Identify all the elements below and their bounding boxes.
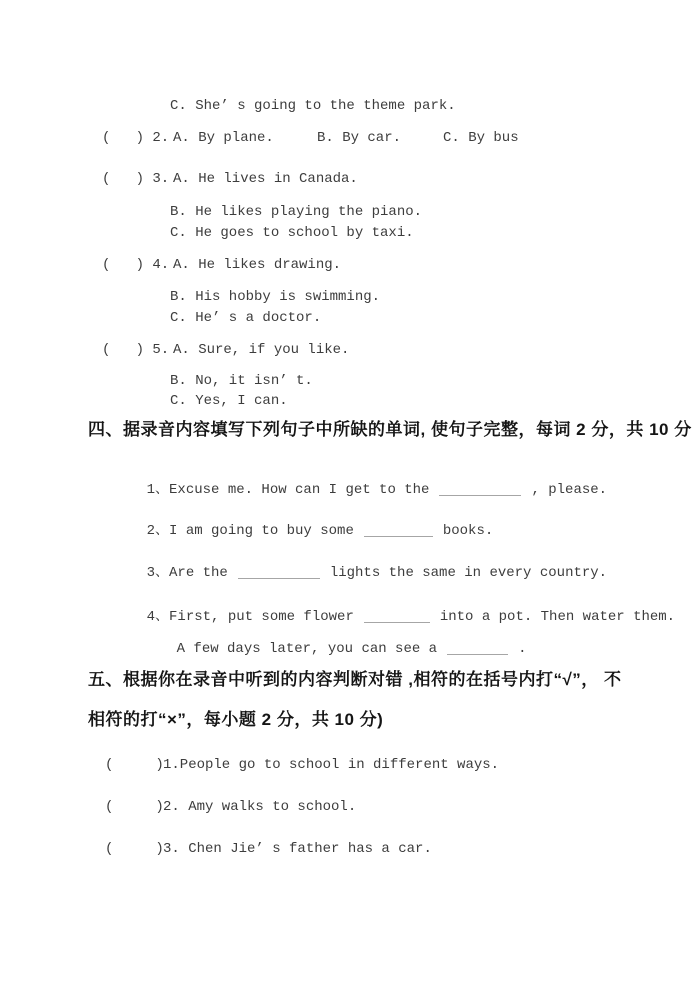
q2-option-a: A. By plane. bbox=[173, 130, 274, 146]
fill-item-4b-pre: A few days later, you can see a bbox=[176, 641, 438, 657]
q2-option-c: C. By bus bbox=[443, 130, 519, 146]
fill-item-4-continued bbox=[143, 622, 526, 673]
section-five-heading-line1: 五、根据你在录音中听到的内容判断对错 ,相符的在括号内打“√”， 不 bbox=[88, 670, 622, 689]
fill-item-2-pre: 2、I am going to buy some bbox=[146, 523, 354, 539]
answer-blank bbox=[238, 565, 320, 579]
q4-option-b: B. His hobby is swimming. bbox=[170, 289, 381, 305]
answer-blank bbox=[364, 523, 433, 537]
fill-item-4-post: into a pot. Then water them. bbox=[439, 609, 676, 625]
tf-item-1-text: 1.People go to school in different ways. bbox=[163, 757, 500, 773]
tf-item-1-parens: ( ) bbox=[105, 757, 164, 773]
fill-item-4-pre: 4、First, put some flower bbox=[146, 609, 354, 625]
q3-option-a: A. He lives in Canada. bbox=[173, 171, 358, 187]
q4-answer-parens: ( ) 4. bbox=[102, 257, 170, 273]
q2-answer-parens: ( ) 2. bbox=[102, 130, 170, 146]
answer-blank bbox=[364, 609, 430, 623]
answer-blank bbox=[439, 482, 521, 496]
tf-item-3-parens: ( ) bbox=[105, 841, 164, 857]
tf-item-2-text: 2. Amy walks to school. bbox=[163, 799, 357, 815]
q4-option-a: A. He likes drawing. bbox=[173, 257, 342, 273]
q4-option-c: C. He’ s a doctor. bbox=[170, 310, 322, 326]
q5-option-a: A. Sure, if you like. bbox=[173, 342, 350, 358]
fill-item-4b-post: . bbox=[518, 641, 527, 657]
section-four-heading: 四、据录音内容填写下列句子中所缺的单词, 使句子完整，每词 2 分，共 10 分 bbox=[88, 420, 692, 439]
q3-option-b: B. He likes playing the piano. bbox=[170, 204, 423, 220]
fill-item-3-post: lights the same in every country. bbox=[329, 565, 608, 581]
q5-option-c: C. Yes, I can. bbox=[170, 393, 288, 409]
answer-blank bbox=[447, 641, 508, 655]
q3-option-c: C. He goes to school by taxi. bbox=[170, 225, 414, 241]
q3-answer-parens: ( ) 3. bbox=[102, 171, 170, 187]
q2-option-b: B. By car. bbox=[317, 130, 402, 146]
q1-option-c: C. She’ s going to the theme park. bbox=[170, 98, 456, 114]
q5-option-b: B. No, it isn’ t. bbox=[170, 373, 313, 389]
fill-item-1-pre: 1、Excuse me. How can I get to the bbox=[146, 482, 430, 498]
tf-item-3-text: 3. Chen Jie’ s father has a car. bbox=[163, 841, 432, 857]
q5-answer-parens: ( ) 5. bbox=[102, 342, 170, 358]
fill-item-3-pre: 3、Are the bbox=[146, 565, 228, 581]
tf-item-2-parens: ( ) bbox=[105, 799, 164, 815]
fill-item-1-post: , please. bbox=[531, 482, 608, 498]
fill-item-2-post: books. bbox=[442, 523, 494, 539]
section-five-heading-line2: 相符的打“×”，每小题 2 分，共 10 分) bbox=[88, 710, 384, 729]
